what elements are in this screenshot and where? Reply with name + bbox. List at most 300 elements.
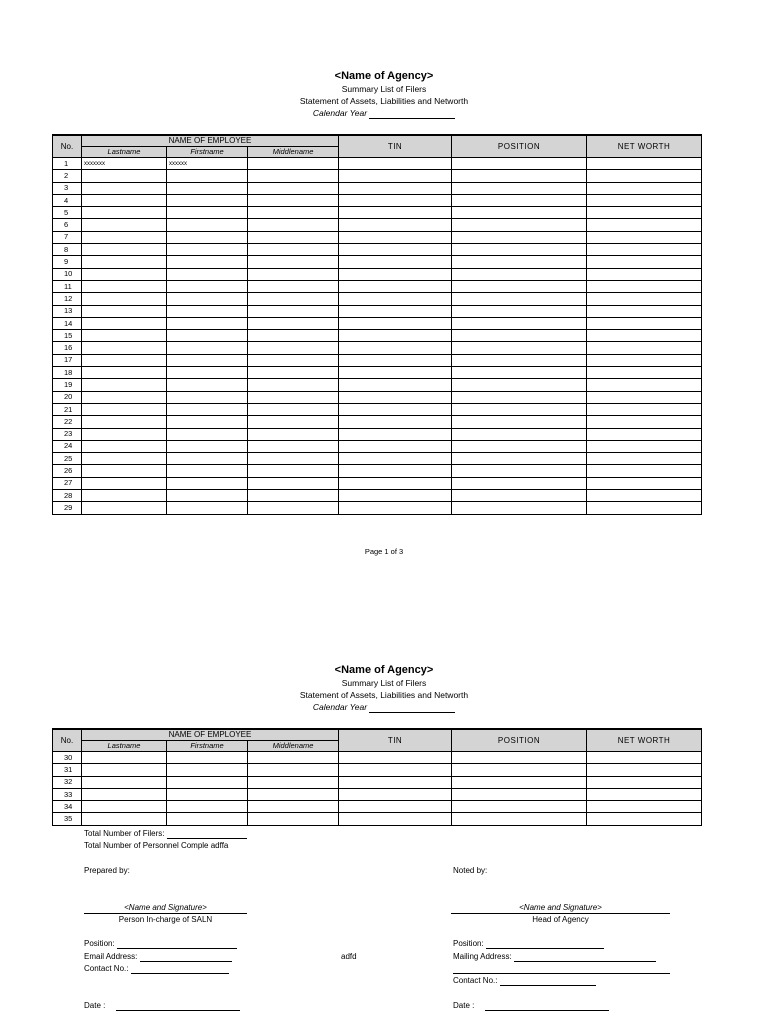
header-position: POSITION — [452, 729, 587, 752]
net-worth-cell[interactable] — [587, 379, 702, 391]
firstname-cell[interactable] — [167, 490, 248, 502]
middlename-cell[interactable] — [248, 379, 339, 391]
middlename-cell[interactable] — [248, 813, 339, 825]
firstname-cell[interactable] — [167, 813, 248, 825]
firstname-cell[interactable] — [167, 788, 248, 800]
preparer-email-blank[interactable] — [140, 952, 232, 962]
middlename-cell[interactable] — [248, 330, 339, 342]
firstname-cell[interactable] — [167, 305, 248, 317]
lastname-cell[interactable] — [82, 305, 167, 317]
middlename-cell[interactable] — [248, 317, 339, 329]
table-row — [53, 244, 702, 256]
net-worth-cell[interactable] — [587, 256, 702, 268]
tin-cell[interactable] — [339, 379, 452, 391]
position-cell[interactable] — [452, 317, 587, 329]
header-tin: TIN — [339, 135, 452, 158]
net-worth-cell[interactable] — [587, 268, 702, 280]
agency-name: <Name of Agency> — [334, 70, 434, 82]
middlename-cell[interactable] — [248, 158, 339, 170]
header-no: No. — [53, 729, 82, 752]
net-worth-cell[interactable] — [587, 416, 702, 428]
middlename-cell[interactable] — [248, 776, 339, 788]
net-worth-cell[interactable] — [587, 801, 702, 813]
net-worth-cell[interactable] — [587, 280, 702, 292]
firstname-cell[interactable] — [167, 268, 248, 280]
net-worth-cell[interactable] — [587, 477, 702, 489]
calendar-year-blank[interactable] — [369, 109, 455, 119]
lastname-cell[interactable] — [82, 788, 167, 800]
middlename-cell[interactable] — [248, 490, 339, 502]
position-cell[interactable] — [452, 465, 587, 477]
tin-cell[interactable] — [339, 194, 452, 206]
position-cell[interactable] — [452, 776, 587, 788]
table-row — [53, 280, 702, 292]
head-signature-block — [451, 902, 670, 925]
lastname-cell[interactable] — [82, 391, 167, 403]
net-worth-cell[interactable] — [587, 453, 702, 465]
net-worth-cell[interactable] — [587, 440, 702, 452]
lastname-cell[interactable] — [82, 477, 167, 489]
tin-cell[interactable] — [339, 207, 452, 219]
lastname-cell[interactable] — [82, 280, 167, 292]
firstname-cell[interactable] — [167, 776, 248, 788]
net-worth-cell[interactable] — [587, 391, 702, 403]
table-row — [53, 416, 702, 428]
tin-cell[interactable] — [339, 219, 452, 231]
lastname-cell[interactable] — [82, 256, 167, 268]
lastname-cell[interactable] — [82, 453, 167, 465]
prepared-by-label: Prepared by: — [84, 866, 130, 875]
firstname-cell[interactable] — [167, 170, 248, 182]
position-cell[interactable] — [452, 305, 587, 317]
middlename-cell[interactable] — [248, 764, 339, 776]
middlename-cell[interactable] — [248, 342, 339, 354]
firstname-cell[interactable] — [167, 330, 248, 342]
tin-cell[interactable] — [339, 317, 452, 329]
firstname-cell[interactable]: xxxxxx — [167, 158, 248, 170]
firstname-cell[interactable] — [167, 280, 248, 292]
middlename-cell[interactable] — [248, 801, 339, 813]
firstname-cell[interactable] — [167, 231, 248, 243]
position-cell[interactable] — [452, 440, 587, 452]
lastname-cell[interactable] — [82, 207, 167, 219]
total-filers-blank[interactable] — [167, 829, 247, 839]
tin-cell[interactable] — [339, 391, 452, 403]
lastname-cell[interactable] — [82, 170, 167, 182]
position-cell[interactable] — [452, 170, 587, 182]
head-contact-label: Contact No.: — [453, 976, 498, 985]
preparer-contact — [84, 963, 229, 974]
tin-cell[interactable] — [339, 403, 452, 415]
tin-cell[interactable] — [339, 764, 452, 776]
middlename-cell[interactable] — [248, 268, 339, 280]
table-row — [53, 342, 702, 354]
firstname-cell[interactable] — [167, 453, 248, 465]
net-worth-cell[interactable] — [587, 776, 702, 788]
subtitle-statement: Statement of Assets, Liabilities and Networth — [299, 96, 469, 106]
middlename-cell[interactable] — [248, 194, 339, 206]
filers-table-page2 — [52, 728, 702, 826]
position-cell[interactable] — [452, 764, 587, 776]
lastname-cell[interactable] — [82, 416, 167, 428]
net-worth-cell[interactable] — [587, 752, 702, 764]
net-worth-cell[interactable] — [587, 342, 702, 354]
tin-cell[interactable] — [339, 268, 452, 280]
net-worth-cell[interactable] — [587, 330, 702, 342]
tin-cell[interactable] — [339, 801, 452, 813]
firstname-cell[interactable] — [167, 764, 248, 776]
head-mailing-address — [453, 951, 656, 962]
position-cell[interactable] — [452, 490, 587, 502]
position-cell[interactable] — [452, 813, 587, 825]
lastname-cell[interactable] — [82, 293, 167, 305]
middlename-cell[interactable] — [248, 207, 339, 219]
preparer-contact-blank[interactable] — [131, 964, 229, 974]
page1-header — [0, 69, 768, 119]
net-worth-cell[interactable] — [587, 465, 702, 477]
table-row — [53, 428, 702, 440]
table-row — [53, 453, 702, 465]
table-row — [53, 391, 702, 403]
calendar-year-label: Calendar Year — [312, 108, 368, 118]
position-cell[interactable] — [452, 391, 587, 403]
tin-cell[interactable] — [339, 788, 452, 800]
middlename-cell[interactable] — [248, 453, 339, 465]
net-worth-cell[interactable] — [587, 158, 702, 170]
header-no: No. — [53, 135, 82, 158]
head-mailing-line2 — [453, 963, 670, 974]
position-cell[interactable] — [452, 182, 587, 194]
table-row — [53, 305, 702, 317]
tin-cell[interactable] — [339, 490, 452, 502]
position-cell[interactable] — [452, 403, 587, 415]
preparer-signature-block — [84, 902, 247, 925]
row-number: 20 — [53, 391, 82, 403]
table-row — [53, 502, 702, 514]
table-row — [53, 268, 702, 280]
middlename-cell[interactable] — [248, 428, 339, 440]
middlename-cell[interactable] — [248, 256, 339, 268]
row-number: 26 — [53, 465, 82, 477]
row-number: 19 — [53, 379, 82, 391]
row-number: 18 — [53, 367, 82, 379]
middlename-cell[interactable] — [248, 403, 339, 415]
firstname-cell[interactable] — [167, 428, 248, 440]
lastname-cell[interactable] — [82, 776, 167, 788]
tin-cell[interactable] — [339, 428, 452, 440]
table-row — [53, 465, 702, 477]
net-worth-cell[interactable] — [587, 207, 702, 219]
position-cell[interactable] — [452, 453, 587, 465]
lastname-cell[interactable] — [82, 231, 167, 243]
net-worth-cell[interactable] — [587, 219, 702, 231]
lastname-cell[interactable] — [82, 440, 167, 452]
head-date-label: Date : — [453, 1001, 475, 1010]
middlename-cell[interactable] — [248, 367, 339, 379]
tin-cell[interactable] — [339, 465, 452, 477]
position-cell[interactable] — [452, 158, 587, 170]
head-position — [453, 938, 604, 949]
table-row — [53, 330, 702, 342]
row-number: 28 — [53, 490, 82, 502]
position-cell[interactable] — [452, 416, 587, 428]
preparer-name-signature: <Name and Signature> — [124, 903, 207, 912]
header-name-of-employee: NAME OF EMPLOYEE — [82, 729, 339, 741]
position-cell[interactable] — [452, 256, 587, 268]
middlename-cell[interactable] — [248, 752, 339, 764]
row-number: 2 — [53, 170, 82, 182]
row-number: 4 — [53, 194, 82, 206]
table-row — [53, 477, 702, 489]
lastname-cell[interactable] — [82, 379, 167, 391]
head-mailing-blank[interactable] — [514, 952, 656, 962]
preparer-contact-label: Contact No.: — [84, 964, 129, 973]
tin-cell[interactable] — [339, 158, 452, 170]
position-cell[interactable] — [452, 354, 587, 366]
firstname-cell[interactable] — [167, 207, 248, 219]
row-number: 16 — [53, 342, 82, 354]
tin-cell[interactable] — [339, 776, 452, 788]
net-worth-cell[interactable] — [587, 502, 702, 514]
lastname-cell[interactable] — [82, 219, 167, 231]
preparer-date-blank[interactable] — [116, 1001, 240, 1011]
position-cell[interactable] — [452, 428, 587, 440]
lastname-cell[interactable] — [82, 813, 167, 825]
middlename-cell[interactable] — [248, 440, 339, 452]
middlename-cell[interactable] — [248, 354, 339, 366]
head-contact-blank[interactable] — [500, 976, 596, 986]
firstname-cell[interactable] — [167, 379, 248, 391]
tin-cell[interactable] — [339, 453, 452, 465]
position-cell[interactable] — [452, 244, 587, 256]
firstname-cell[interactable] — [167, 477, 248, 489]
net-worth-cell[interactable] — [587, 788, 702, 800]
firstname-cell[interactable] — [167, 317, 248, 329]
table-row — [53, 788, 702, 800]
firstname-cell[interactable] — [167, 440, 248, 452]
row-number: 11 — [53, 280, 82, 292]
table-row — [53, 403, 702, 415]
position-cell[interactable] — [452, 231, 587, 243]
position-cell[interactable] — [452, 280, 587, 292]
net-worth-cell[interactable] — [587, 764, 702, 776]
preparer-position-label: Position: — [84, 939, 115, 948]
net-worth-cell[interactable] — [587, 813, 702, 825]
table-row — [53, 170, 702, 182]
table-row — [53, 752, 702, 764]
tin-cell[interactable] — [339, 231, 452, 243]
tin-cell[interactable] — [339, 367, 452, 379]
position-cell[interactable] — [452, 801, 587, 813]
firstname-cell[interactable] — [167, 293, 248, 305]
head-mailing-blank-2[interactable] — [453, 964, 670, 974]
head-date-blank[interactable] — [485, 1001, 609, 1011]
lastname-cell[interactable] — [82, 764, 167, 776]
lastname-cell[interactable] — [82, 317, 167, 329]
header-lastname: Lastname — [82, 147, 167, 158]
tin-cell[interactable] — [339, 502, 452, 514]
position-cell[interactable] — [452, 207, 587, 219]
middlename-cell[interactable] — [248, 293, 339, 305]
header-firstname: Firstname — [167, 147, 248, 158]
firstname-cell[interactable] — [167, 354, 248, 366]
lastname-cell[interactable] — [82, 428, 167, 440]
lastname-cell[interactable] — [82, 244, 167, 256]
row-number: 33 — [53, 788, 82, 800]
lastname-cell[interactable] — [82, 194, 167, 206]
position-cell[interactable] — [452, 788, 587, 800]
position-cell[interactable] — [452, 194, 587, 206]
row-number: 10 — [53, 268, 82, 280]
position-cell[interactable] — [452, 477, 587, 489]
header-middlename: Middlename — [248, 147, 339, 158]
firstname-cell[interactable] — [167, 182, 248, 194]
net-worth-cell[interactable] — [587, 490, 702, 502]
firstname-cell[interactable] — [167, 391, 248, 403]
tin-cell[interactable] — [339, 170, 452, 182]
firstname-cell[interactable] — [167, 367, 248, 379]
net-worth-cell[interactable] — [587, 354, 702, 366]
net-worth-cell[interactable] — [587, 194, 702, 206]
position-cell[interactable] — [452, 342, 587, 354]
firstname-cell[interactable] — [167, 416, 248, 428]
middlename-cell[interactable] — [248, 170, 339, 182]
subtitle-statement: Statement of Assets, Liabilities and Networth — [299, 690, 469, 700]
lastname-cell[interactable] — [82, 801, 167, 813]
subtitle-summary: Summary List of Filers — [341, 678, 427, 688]
table-row — [53, 801, 702, 813]
lastname-cell[interactable] — [82, 403, 167, 415]
net-worth-cell[interactable] — [587, 231, 702, 243]
row-number: 34 — [53, 801, 82, 813]
position-cell[interactable] — [452, 367, 587, 379]
firstname-cell[interactable] — [167, 502, 248, 514]
lastname-cell[interactable] — [82, 268, 167, 280]
row-number: 23 — [53, 428, 82, 440]
lastname-cell[interactable] — [82, 367, 167, 379]
firstname-cell[interactable] — [167, 465, 248, 477]
position-cell[interactable] — [452, 268, 587, 280]
middlename-cell[interactable] — [248, 231, 339, 243]
row-number: 13 — [53, 305, 82, 317]
preparer-date — [84, 1000, 240, 1011]
tin-cell[interactable] — [339, 440, 452, 452]
middlename-cell[interactable] — [248, 219, 339, 231]
net-worth-cell[interactable] — [587, 317, 702, 329]
table-row — [53, 231, 702, 243]
tin-cell[interactable] — [339, 813, 452, 825]
net-worth-cell[interactable] — [587, 182, 702, 194]
tin-cell[interactable] — [339, 305, 452, 317]
net-worth-cell[interactable] — [587, 293, 702, 305]
row-number: 6 — [53, 219, 82, 231]
position-cell[interactable] — [452, 752, 587, 764]
tin-cell[interactable] — [339, 293, 452, 305]
middlename-cell[interactable] — [248, 502, 339, 514]
lastname-cell[interactable] — [82, 502, 167, 514]
tin-cell[interactable] — [339, 244, 452, 256]
firstname-cell[interactable] — [167, 801, 248, 813]
head-position-blank[interactable] — [486, 939, 604, 949]
position-cell[interactable] — [452, 379, 587, 391]
middlename-cell[interactable] — [248, 477, 339, 489]
calendar-year-line — [0, 107, 768, 119]
subtitle-summary: Summary List of Filers — [341, 84, 427, 94]
firstname-cell[interactable] — [167, 219, 248, 231]
tin-cell[interactable] — [339, 416, 452, 428]
header-name-of-employee: NAME OF EMPLOYEE — [82, 135, 339, 147]
net-worth-cell[interactable] — [587, 170, 702, 182]
lastname-cell[interactable] — [82, 342, 167, 354]
row-number: 30 — [53, 752, 82, 764]
net-worth-cell[interactable] — [587, 367, 702, 379]
firstname-cell[interactable] — [167, 194, 248, 206]
position-cell[interactable] — [452, 502, 587, 514]
calendar-year-blank[interactable] — [369, 703, 455, 713]
firstname-cell[interactable] — [167, 342, 248, 354]
preparer-position-blank[interactable] — [117, 939, 237, 949]
preparer-role: Person In-charge of SALN — [84, 913, 247, 925]
row-number: 7 — [53, 231, 82, 243]
firstname-cell[interactable] — [167, 403, 248, 415]
lastname-cell[interactable] — [82, 752, 167, 764]
lastname-cell[interactable] — [82, 490, 167, 502]
middlename-cell[interactable] — [248, 244, 339, 256]
lastname-cell[interactable]: xxxxxxx — [82, 158, 167, 170]
preparer-email-label: Email Address: — [84, 952, 138, 961]
net-worth-cell[interactable] — [587, 244, 702, 256]
middlename-cell[interactable] — [248, 416, 339, 428]
middlename-cell[interactable] — [248, 391, 339, 403]
position-cell[interactable] — [452, 219, 587, 231]
tin-cell[interactable] — [339, 256, 452, 268]
middlename-cell[interactable] — [248, 788, 339, 800]
lastname-cell[interactable] — [82, 330, 167, 342]
filers-table-page1 — [52, 134, 702, 515]
table-row — [53, 367, 702, 379]
middlename-cell[interactable] — [248, 182, 339, 194]
lastname-cell[interactable] — [82, 354, 167, 366]
firstname-cell[interactable] — [167, 752, 248, 764]
tin-cell[interactable] — [339, 477, 452, 489]
net-worth-cell[interactable] — [587, 305, 702, 317]
tin-cell[interactable] — [339, 330, 452, 342]
table-row — [53, 764, 702, 776]
firstname-cell[interactable] — [167, 256, 248, 268]
head-contact — [453, 975, 596, 986]
firstname-cell[interactable] — [167, 244, 248, 256]
middlename-cell[interactable] — [248, 305, 339, 317]
net-worth-cell[interactable] — [587, 403, 702, 415]
position-cell[interactable] — [452, 330, 587, 342]
tin-cell[interactable] — [339, 354, 452, 366]
preparer-email — [84, 951, 232, 962]
tin-cell[interactable] — [339, 182, 452, 194]
table-row — [53, 293, 702, 305]
middlename-cell[interactable] — [248, 280, 339, 292]
tin-cell[interactable] — [339, 752, 452, 764]
middlename-cell[interactable] — [248, 465, 339, 477]
table-row — [53, 440, 702, 452]
lastname-cell[interactable] — [82, 182, 167, 194]
tin-cell[interactable] — [339, 342, 452, 354]
position-cell[interactable] — [452, 293, 587, 305]
net-worth-cell[interactable] — [587, 428, 702, 440]
tin-cell[interactable] — [339, 280, 452, 292]
row-number: 17 — [53, 354, 82, 366]
header-net-worth: NET WORTH — [587, 729, 702, 752]
lastname-cell[interactable] — [82, 465, 167, 477]
